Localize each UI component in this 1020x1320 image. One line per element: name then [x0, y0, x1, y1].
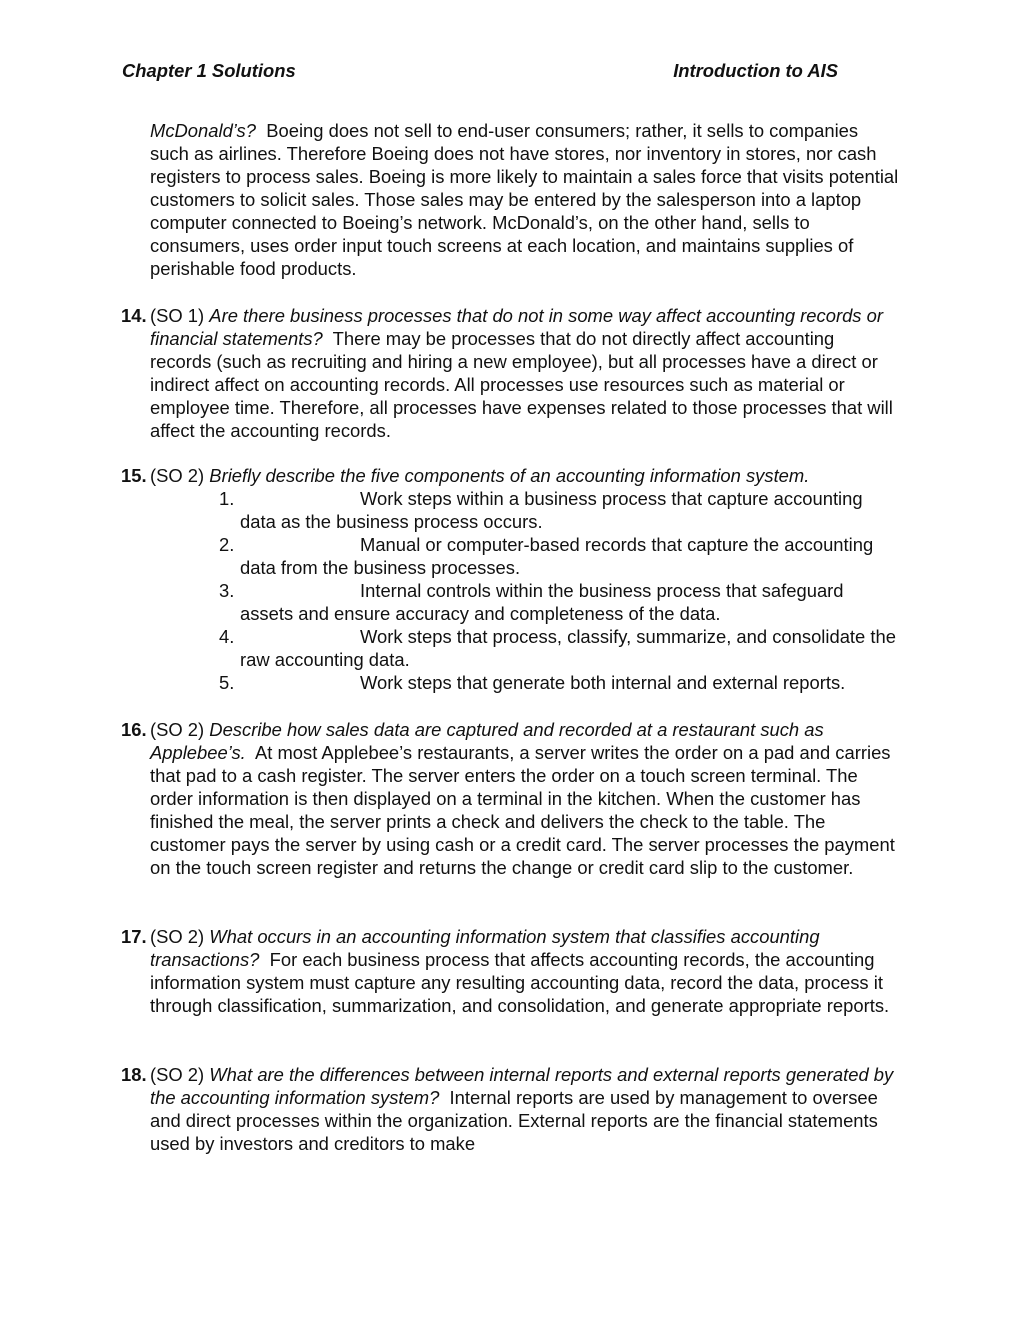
study-objective: (SO 1)	[150, 305, 205, 326]
question-16	[121, 718, 900, 879]
list-item-number: 3.	[219, 580, 235, 601]
list-item	[219, 533, 900, 579]
components-list	[219, 487, 900, 694]
question-number: 17.	[121, 926, 147, 947]
question-text: What are the differences between internal reports and external reports generated by the accounting information system?	[150, 1064, 894, 1108]
question-14	[121, 304, 900, 442]
question-13-continuation	[150, 119, 900, 280]
question-number: 18.	[121, 1064, 147, 1085]
answer-text: There may be processes that do not directly affect accounting records (such as recruiting and hiring a new employee), but all processes have a direct or indirect affect on accounting records. All processes use resources such as material or employee time. Therefore, all processes have expenses related to those processes that will affect the accounting records.	[150, 328, 893, 441]
list-item-number: 2.	[219, 534, 235, 555]
question-number: 16.	[121, 719, 147, 740]
list-item	[219, 579, 900, 625]
header-chapter-title: Chapter 1 Solutions	[122, 60, 296, 81]
answer-text: For each business process that affects accounting records, the accounting information system must capture any resulting accounting data, record the data, process it through classification, summarization, and consolidation, and generate appropriate reports.	[150, 949, 890, 1016]
study-objective: (SO 2)	[150, 1064, 205, 1085]
question-text: Are there business processes that do not in some way affect accounting records or financial statements?	[150, 305, 883, 349]
question-text: Describe how sales data are captured and recorded at a restaurant such as Applebee’s.	[150, 719, 824, 763]
list-item	[219, 487, 900, 533]
list-item	[219, 671, 900, 694]
question-text: What occurs in an accounting information system that classifies accounting transactions?	[150, 926, 820, 970]
question-text: McDonald’s?	[150, 120, 256, 141]
answer-text: At most Applebee’s restaurants, a server writes the order on a pad and carries that pad to a cash register. The server enters the order on a touch screen terminal. The order information is then displayed on a terminal in the kitchen. When the customer has finished the meal, the server prints a check and delivers the check to the table. The customer pays the server by using cash or a credit card. The server processes the payment on the touch screen register and returns the change or credit card slip to the customer.	[150, 742, 895, 878]
study-objective: (SO 2)	[150, 465, 205, 486]
list-item-number: 5.	[219, 672, 235, 693]
question-number: 15.	[121, 465, 147, 486]
list-item-number: 1.	[219, 488, 235, 509]
question-text: Briefly describe the five components of an accounting information system.	[209, 465, 810, 486]
header-book-title: Introduction to AIS	[673, 60, 838, 81]
page-header	[122, 59, 838, 83]
question-15	[121, 464, 900, 487]
list-item-text: Work steps that process, classify, summarize, and consolidate the raw accounting data.	[240, 626, 896, 670]
list-item-text: Internal controls within the business process that safeguard assets and ensure accuracy and completeness of the data.	[240, 580, 844, 624]
list-item-text: Work steps within a business process that capture accounting data as the business process occurs.	[240, 488, 863, 532]
study-objective: (SO 2)	[150, 926, 205, 947]
list-item	[219, 625, 900, 671]
answer-text: Boeing does not sell to end-user consumers; rather, it sells to companies such as airlines. Therefore Boeing does not have stores, nor inventory in stores, nor cash registers to process sales. Boeing is more likely to maintain a sales force that visits potential customers to solicit sales. Those sales may be entered by the salesperson into a laptop computer connected to Boeing’s network. McDonald’s, on the other hand, sells to consumers, uses order input touch screens at each location, and maintains supplies of perishable food products.	[150, 120, 899, 279]
list-item-number: 4.	[219, 626, 235, 647]
list-item-text: Work steps that generate both internal and external reports.	[360, 672, 846, 693]
question-17	[121, 925, 900, 1017]
question-number: 14.	[121, 305, 147, 326]
list-item-text: Manual or computer-based records that capture the accounting data from the business processes.	[240, 534, 874, 578]
answer-text: Internal reports are used by management to oversee and direct processes within the organization. External reports are the financial statements used by investors and creditors to make	[150, 1087, 878, 1154]
question-18	[121, 1063, 900, 1155]
study-objective: (SO 2)	[150, 719, 205, 740]
